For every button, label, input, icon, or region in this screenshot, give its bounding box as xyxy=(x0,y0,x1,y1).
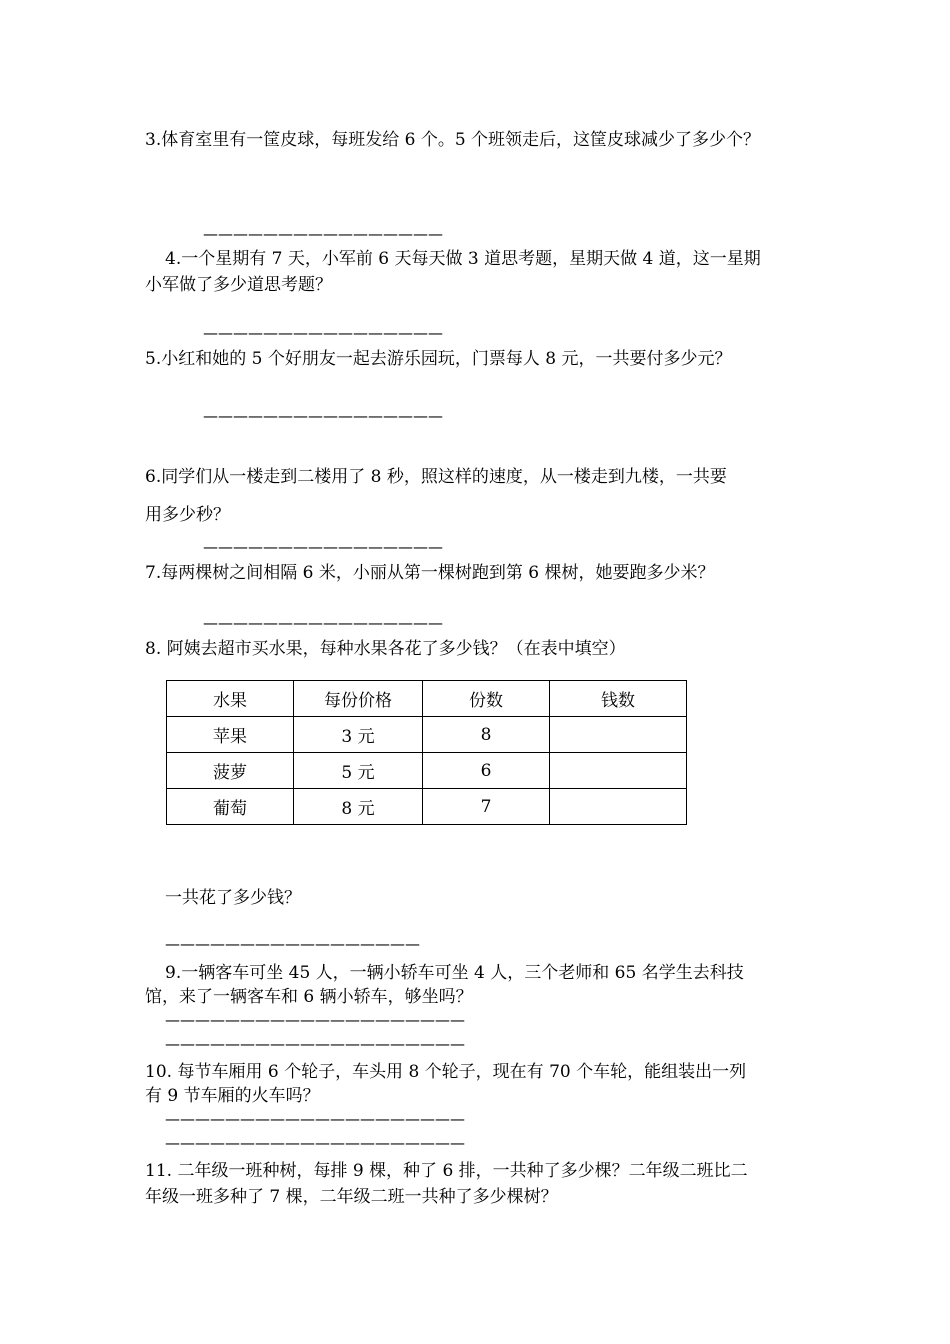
answer-line: ———————————————— xyxy=(203,407,443,425)
question-8: 8. 阿姨去超市买水果，每种水果各花了多少钱？（在表中填空） xyxy=(145,639,626,659)
question-9-line-2: 馆，来了一辆客车和 6 辆小轿车，够坐吗？ xyxy=(145,987,473,1007)
cell-fruit: 葡萄 xyxy=(167,789,294,825)
question-4-line-2: 小军做了多少道思考题？ xyxy=(145,275,332,295)
cell-unit-price: 5 元 xyxy=(294,753,423,789)
answer-line: ———————————————— xyxy=(203,324,443,342)
table-header-row xyxy=(167,681,687,717)
question-3: 3.体育室里有一筐皮球，每班发给 6 个。5 个班领走后，这筐皮球减少了多少个？ xyxy=(145,130,761,150)
header-fruit: 水果 xyxy=(167,681,294,717)
fruit-price-table xyxy=(166,680,687,825)
cell-amount-blank[interactable] xyxy=(550,717,687,753)
cell-fruit: 菠萝 xyxy=(167,753,294,789)
cell-unit-price: 8 元 xyxy=(294,789,423,825)
answer-line: ———————————————— xyxy=(203,614,443,632)
cell-quantity: 7 xyxy=(423,789,550,825)
answer-line: ———————————————— xyxy=(203,225,443,243)
question-8-followup: 一共花了多少钱？ xyxy=(165,888,301,908)
question-4-line-1: 4.一个星期有 7 天，小军前 6 天每天做 3 道思考题，星期天做 4 道，这一星期 xyxy=(165,249,761,269)
question-6-line-2: 用多少秒？ xyxy=(145,505,230,525)
question-6-line-1: 6.同学们从一楼走到二楼用了 8 秒，照这样的速度，从一楼走到九楼，一共要 xyxy=(145,467,727,487)
answer-line: ———————————————— xyxy=(203,538,443,556)
header-unit-price: 每份价格 xyxy=(294,681,423,717)
question-11-line-2: 年级一班多种了 7 棵，二年级二班一共种了多少棵树？ xyxy=(145,1187,558,1207)
answer-line: ———————————————————— xyxy=(165,1011,465,1029)
question-10-line-1: 10. 每节车厢用 6 个轮子，车头用 8 个轮子，现在有 70 个车轮，能组装出一列 xyxy=(145,1062,747,1082)
question-9-line-1: 9.一辆客车可坐 45 人，一辆小轿车可坐 4 人，三个老师和 65 名学生去科技 xyxy=(165,963,744,983)
header-quantity: 份数 xyxy=(423,681,550,717)
question-10-line-2: 有 9 节车厢的火车吗？ xyxy=(145,1086,320,1106)
table-row xyxy=(167,789,687,825)
answer-line: ————————————————— xyxy=(165,935,420,953)
answer-line: ———————————————————— xyxy=(165,1035,465,1053)
table-row xyxy=(167,753,687,789)
question-7: 7.每两棵树之间相隔 6 米，小丽从第一棵树跑到第 6 棵树，她要跑多少米？ xyxy=(145,563,715,583)
question-5: 5.小红和她的 5 个好朋友一起去游乐园玩，门票每人 8 元，一共要付多少元？ xyxy=(145,349,732,369)
cell-unit-price: 3 元 xyxy=(294,717,423,753)
cell-amount-blank[interactable] xyxy=(550,789,687,825)
header-amount: 钱数 xyxy=(550,681,687,717)
cell-quantity: 8 xyxy=(423,717,550,753)
cell-amount-blank[interactable] xyxy=(550,753,687,789)
table-row xyxy=(167,717,687,753)
cell-fruit: 苹果 xyxy=(167,717,294,753)
answer-line: ———————————————————— xyxy=(165,1134,465,1152)
answer-line: ———————————————————— xyxy=(165,1110,465,1128)
cell-quantity: 6 xyxy=(423,753,550,789)
question-11-line-1: 11. 二年级一班种树，每排 9 棵，种了 6 排，一共种了多少棵？二年级二班比二 xyxy=(145,1161,748,1181)
